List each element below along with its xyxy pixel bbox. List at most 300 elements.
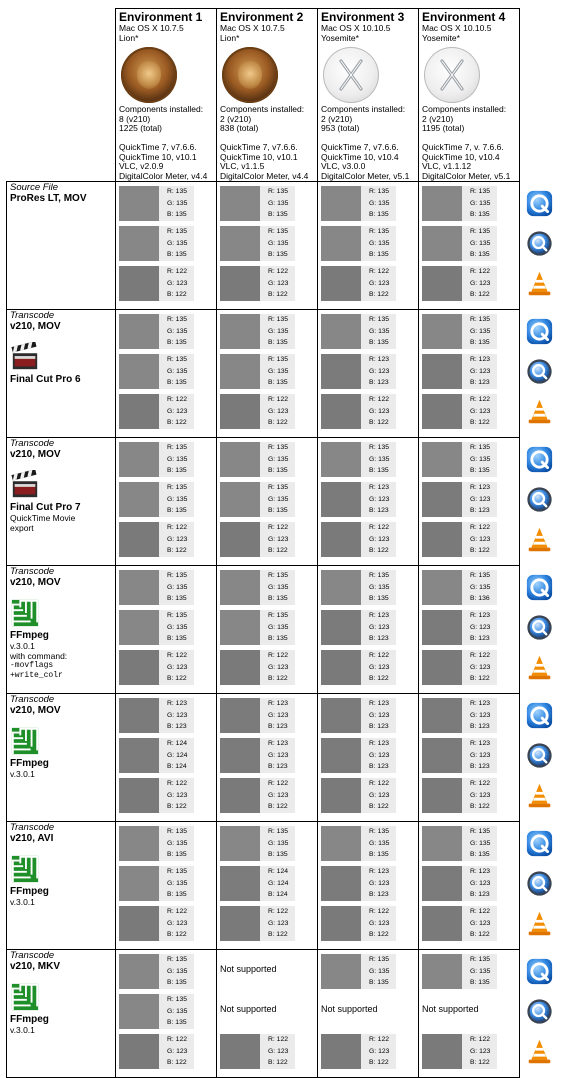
environment-result-cell <box>116 566 217 694</box>
software-quicktime10: QuickTime 10, v10.1 <box>119 151 197 162</box>
swatch-group <box>419 438 519 559</box>
color-sample <box>220 482 317 519</box>
rgb-value: G: 135 <box>369 583 390 591</box>
quicktime10-icon <box>526 998 553 1025</box>
rgb-readout <box>159 698 194 733</box>
rgb-value: G: 123 <box>470 279 491 287</box>
rgb-value: G: 135 <box>268 367 289 375</box>
rgb-value: R: 135 <box>167 188 188 196</box>
rgb-value: R: 135 <box>268 316 289 324</box>
rgb-value: R: 135 <box>268 356 289 364</box>
row-app: FFmpeg <box>10 630 49 642</box>
rgb-value: B: 135 <box>268 467 288 475</box>
color-swatch <box>321 650 361 685</box>
row-kind: Transcode <box>10 438 55 450</box>
rgb-readout <box>361 778 396 813</box>
color-sample <box>119 866 216 903</box>
player-icons-cell <box>520 438 566 566</box>
color-swatch <box>422 906 462 941</box>
environment-result-cell <box>318 438 419 566</box>
player-icons <box>520 822 565 937</box>
color-swatch <box>321 954 361 989</box>
not-supported-label: Not supported <box>422 1004 479 1015</box>
rgb-readout <box>260 226 295 261</box>
rgb-value: G: 123 <box>268 663 289 671</box>
not-supported-label: Not supported <box>220 1004 277 1015</box>
software-vlc: VLC, v1.1.5 <box>220 161 265 172</box>
quicktime10-icon <box>526 486 553 513</box>
color-sample <box>422 650 519 687</box>
lion-logo-icon <box>121 47 177 103</box>
swatch-group <box>217 566 317 687</box>
rgb-value: G: 123 <box>369 495 390 503</box>
gap <box>10 716 112 724</box>
color-swatch <box>321 226 361 261</box>
rgb-readout <box>159 522 194 557</box>
rgb-value: R: 122 <box>369 1036 390 1044</box>
rgb-readout <box>159 482 194 517</box>
rgb-value: G: 135 <box>369 455 390 463</box>
rgb-value: B: 122 <box>167 291 187 299</box>
rgb-readout <box>361 266 396 301</box>
environment-result-cell <box>116 310 217 438</box>
player-icons <box>520 566 565 681</box>
rgb-value: B: 122 <box>369 547 389 555</box>
color-swatch <box>119 610 159 645</box>
color-sample <box>321 650 418 687</box>
rgb-value: B: 122 <box>470 419 490 427</box>
row-format: v210, MOV <box>10 705 61 717</box>
rgb-value: G: 135 <box>470 967 491 975</box>
player-icons-cell <box>520 566 566 694</box>
rgb-readout <box>260 482 295 517</box>
environment-result-cell <box>116 950 217 1078</box>
rgb-value: R: 123 <box>470 612 491 620</box>
rgb-value: G: 135 <box>268 327 289 335</box>
rgb-readout <box>260 442 295 477</box>
color-swatch <box>321 866 361 901</box>
components-v210: 2 (v210) <box>422 113 454 124</box>
rgb-value: R: 122 <box>369 524 390 532</box>
environment-info <box>116 9 216 181</box>
vlc-icon <box>526 654 553 681</box>
rgb-value: G: 135 <box>369 839 390 847</box>
rgb-value: R: 122 <box>167 652 188 660</box>
swatch-group <box>217 182 317 303</box>
components-total: 838 (total) <box>220 123 259 134</box>
rgb-readout <box>462 906 497 941</box>
swatch-group <box>419 182 519 303</box>
swatch-group <box>318 182 418 303</box>
rgb-value: B: 122 <box>268 547 288 555</box>
rgb-readout <box>159 1034 194 1069</box>
color-sample <box>422 778 519 815</box>
row-header-info <box>7 182 115 205</box>
color-swatch <box>422 226 462 261</box>
environment-title: Environment 3 <box>321 10 405 24</box>
color-sample <box>422 442 519 479</box>
rgb-value: B: 122 <box>167 419 187 427</box>
software-quicktime10: QuickTime 10, v10.4 <box>321 151 399 162</box>
row-header-info <box>7 310 115 386</box>
quicktime10-icon <box>526 614 553 641</box>
rgb-value: R: 135 <box>268 612 289 620</box>
rgb-value: R: 123 <box>470 700 491 708</box>
rgb-readout <box>260 522 295 557</box>
rgb-value: B: 123 <box>470 891 490 899</box>
result-row <box>7 182 566 310</box>
not-supported-label: Not supported <box>321 1004 378 1015</box>
color-swatch <box>321 738 361 773</box>
rgb-value: G: 124 <box>268 879 289 887</box>
rgb-readout <box>260 610 295 645</box>
row-format: v210, MKV <box>10 961 61 973</box>
row-header <box>7 950 116 1078</box>
environment-result-cell <box>217 182 318 310</box>
rgb-value: R: 124 <box>167 740 188 748</box>
rgb-value: G: 135 <box>167 327 188 335</box>
environment-header-1 <box>116 9 217 182</box>
color-sample <box>220 522 317 559</box>
rgb-value: G: 123 <box>268 1047 289 1055</box>
color-swatch <box>119 698 159 733</box>
color-swatch <box>220 314 260 349</box>
vlc-icon <box>526 782 553 809</box>
rgb-readout <box>361 354 396 389</box>
rgb-value: R: 135 <box>167 572 188 580</box>
color-sample <box>321 954 418 991</box>
environment-result-cell <box>318 310 419 438</box>
quicktime7-icon <box>526 318 553 345</box>
environment-info <box>318 9 418 181</box>
rgb-value: R: 123 <box>369 484 390 492</box>
rgb-value: B: 135 <box>268 635 288 643</box>
rgb-readout <box>260 738 295 773</box>
environment-result-cell <box>419 182 520 310</box>
rgb-value: B: 122 <box>268 803 288 811</box>
rgb-value: R: 123 <box>268 740 289 748</box>
rgb-value: R: 122 <box>268 780 289 788</box>
rgb-value: G: 123 <box>369 879 390 887</box>
rgb-value: R: 135 <box>167 828 188 836</box>
row-header-info <box>7 950 115 1036</box>
rgb-value: G: 123 <box>369 663 390 671</box>
color-sample <box>321 826 418 863</box>
rgb-value: G: 135 <box>470 583 491 591</box>
color-sample <box>119 698 216 735</box>
color-sample <box>321 186 418 223</box>
rgb-value: B: 122 <box>470 675 490 683</box>
vlc-icon <box>526 910 553 937</box>
rgb-value: B: 123 <box>369 723 389 731</box>
rgb-value: G: 123 <box>369 1047 390 1055</box>
components-label: Components installed: <box>422 104 507 115</box>
row-format: v210, MOV <box>10 449 61 461</box>
rgb-value: G: 135 <box>167 1007 188 1015</box>
color-swatch <box>119 954 159 989</box>
player-icons-cell <box>520 182 566 310</box>
components-label: Components installed: <box>321 104 406 115</box>
rgb-value: G: 135 <box>470 455 491 463</box>
rgb-value: G: 123 <box>268 535 289 543</box>
swatch-group <box>318 566 418 687</box>
color-swatch <box>119 826 159 861</box>
row-app: FFmpeg <box>10 886 49 898</box>
rgb-readout <box>361 1034 396 1069</box>
rgb-value: G: 135 <box>167 879 188 887</box>
rgb-value: B: 122 <box>167 1059 187 1067</box>
components-label: Components installed: <box>119 104 204 115</box>
rgb-readout <box>361 442 396 477</box>
rgb-readout <box>462 266 497 301</box>
components-v210: 2 (v210) <box>220 113 252 124</box>
rgb-readout <box>462 610 497 645</box>
corner-cell <box>7 9 116 182</box>
row-header <box>7 694 116 822</box>
environment-result-cell <box>318 182 419 310</box>
rgb-value: R: 135 <box>167 996 188 1004</box>
ffmpeg-icon <box>10 726 40 756</box>
software-quicktime7: QuickTime 7, v7.6.6. <box>119 141 197 152</box>
rgb-value: G: 123 <box>470 791 491 799</box>
row-app: Final Cut Pro 7 <box>10 502 81 514</box>
rgb-value: R: 122 <box>369 652 390 660</box>
rgb-readout <box>361 226 396 261</box>
color-swatch <box>119 186 159 221</box>
player-icons <box>520 694 565 809</box>
rgb-readout <box>159 906 194 941</box>
color-sample <box>321 738 418 775</box>
rgb-value: G: 123 <box>167 279 188 287</box>
rgb-readout <box>260 906 295 941</box>
software-meter: DigitalColor Meter, v4.4 <box>220 170 309 181</box>
software-vlc: VLC, v2.0.9 <box>119 161 164 172</box>
row-kind: Transcode <box>10 822 55 834</box>
rgb-value: B: 135 <box>167 339 187 347</box>
row-header <box>7 822 116 950</box>
rgb-value: B: 123 <box>268 723 288 731</box>
rgb-value: G: 135 <box>167 239 188 247</box>
rgb-value: G: 123 <box>167 791 188 799</box>
rgb-value: R: 123 <box>268 700 289 708</box>
swatch-group <box>318 694 418 815</box>
vlc-icon <box>526 526 553 553</box>
os-version: Mac OS X 10.7.5 <box>119 23 184 33</box>
row-format: ProRes LT, MOV <box>10 193 87 205</box>
rgb-readout <box>260 866 295 901</box>
color-swatch <box>321 482 361 517</box>
environment-header-3 <box>318 9 419 182</box>
color-sample <box>119 778 216 815</box>
rgb-value: B: 135 <box>470 467 490 475</box>
color-swatch <box>220 394 260 429</box>
color-swatch <box>119 866 159 901</box>
rgb-value: R: 135 <box>167 484 188 492</box>
rgb-value: B: 135 <box>268 379 288 387</box>
color-sample <box>422 866 519 903</box>
color-sample <box>220 266 317 303</box>
color-swatch <box>422 314 462 349</box>
rgb-value: B: 135 <box>268 595 288 603</box>
color-swatch <box>220 698 260 733</box>
color-swatch <box>321 610 361 645</box>
rgb-value: G: 123 <box>268 751 289 759</box>
color-sample <box>220 866 317 903</box>
rgb-readout <box>462 1034 497 1069</box>
row-kind: Transcode <box>10 694 55 706</box>
color-swatch <box>220 570 260 605</box>
empty-header <box>520 9 566 182</box>
rgb-value: R: 122 <box>369 268 390 276</box>
color-swatch <box>220 1034 260 1069</box>
rgb-value: B: 124 <box>268 891 288 899</box>
rgb-readout <box>462 866 497 901</box>
rgb-readout <box>159 738 194 773</box>
color-sample <box>422 186 519 223</box>
swatch-group <box>419 822 519 943</box>
rgb-value: B: 123 <box>470 635 490 643</box>
rgb-value: R: 135 <box>268 828 289 836</box>
row-kind: Transcode <box>10 310 55 322</box>
color-swatch <box>321 778 361 813</box>
rgb-value: B: 123 <box>369 763 389 771</box>
rgb-readout <box>462 522 497 557</box>
color-swatch <box>119 354 159 389</box>
rgb-readout <box>159 314 194 349</box>
rgb-value: B: 122 <box>470 1059 490 1067</box>
rgb-readout <box>159 186 194 221</box>
rgb-value: R: 135 <box>470 572 491 580</box>
rgb-value: G: 135 <box>369 327 390 335</box>
color-sample <box>119 354 216 391</box>
color-sample <box>119 826 216 863</box>
row-header-info <box>7 822 115 908</box>
software-vlc: VLC, v1.1.12 <box>422 161 472 172</box>
rgb-value: R: 135 <box>470 316 491 324</box>
rgb-readout <box>159 610 194 645</box>
color-swatch <box>119 778 159 813</box>
row-header <box>7 566 116 694</box>
rgb-readout <box>159 226 194 261</box>
result-row <box>7 566 566 694</box>
color-swatch <box>220 442 260 477</box>
rgb-value: R: 123 <box>369 700 390 708</box>
swatch-group <box>318 310 418 431</box>
color-swatch <box>119 266 159 301</box>
rgb-readout <box>260 266 295 301</box>
swatch-group <box>419 694 519 815</box>
rgb-value: R: 135 <box>369 188 390 196</box>
rgb-value: G: 124 <box>167 751 188 759</box>
player-icons <box>520 310 565 425</box>
environment-result-cell <box>217 566 318 694</box>
swatch-group <box>217 310 317 431</box>
row-header-info <box>7 694 115 780</box>
row-version: v.3.0.1 <box>10 769 35 780</box>
rgb-value: B: 122 <box>369 803 389 811</box>
row-header <box>7 310 116 438</box>
rgb-readout <box>462 826 497 861</box>
color-swatch <box>119 1034 159 1069</box>
result-row <box>7 438 566 566</box>
player-icons-cell <box>520 950 566 1078</box>
rgb-value: G: 135 <box>268 199 289 207</box>
rgb-value: R: 122 <box>268 1036 289 1044</box>
rgb-value: B: 123 <box>470 723 490 731</box>
color-swatch <box>220 650 260 685</box>
os-version: Mac OS X 10.10.5 <box>321 23 391 33</box>
color-sample <box>422 226 519 263</box>
color-sample <box>220 394 317 431</box>
rgb-value: G: 123 <box>369 407 390 415</box>
color-sample <box>422 570 519 607</box>
rgb-value: B: 123 <box>369 379 389 387</box>
rgb-value: B: 135 <box>369 851 389 859</box>
rgb-value: B: 135 <box>167 851 187 859</box>
rgb-value: B: 135 <box>167 467 187 475</box>
color-swatch <box>422 826 462 861</box>
color-swatch <box>422 354 462 389</box>
row-header-info <box>7 438 115 534</box>
color-swatch <box>220 266 260 301</box>
color-swatch <box>321 522 361 557</box>
color-sample <box>220 698 317 735</box>
rgb-value: R: 135 <box>268 572 289 580</box>
rgb-readout <box>361 522 396 557</box>
rgb-value: B: 135 <box>470 251 490 259</box>
player-icons-cell <box>520 310 566 438</box>
rgb-value: B: 136 <box>470 595 490 603</box>
rgb-value: R: 135 <box>369 228 390 236</box>
row-app: FFmpeg <box>10 1014 49 1026</box>
color-sample <box>119 570 216 607</box>
color-sample <box>321 1034 418 1071</box>
swatch-group <box>116 822 216 943</box>
rgb-value: G: 135 <box>268 623 289 631</box>
swatch-group <box>217 822 317 943</box>
software-meter: DigitalColor Meter, v5.1 <box>422 170 511 181</box>
rgb-value: R: 135 <box>369 444 390 452</box>
rgb-value: R: 135 <box>470 228 491 236</box>
color-swatch <box>321 1034 361 1069</box>
rgb-value: G: 135 <box>167 839 188 847</box>
color-swatch <box>220 778 260 813</box>
rgb-value: R: 135 <box>268 484 289 492</box>
environment-header-4 <box>419 9 520 182</box>
color-sample <box>422 610 519 647</box>
row-format: v210, MOV <box>10 321 61 333</box>
rgb-value: R: 122 <box>167 780 188 788</box>
row-version: v.3.0.1 <box>10 1025 35 1036</box>
color-sample <box>321 866 418 903</box>
row-note: export <box>10 523 34 534</box>
swatch-group <box>217 694 317 815</box>
environment-result-cell <box>419 566 520 694</box>
color-sample <box>422 522 519 559</box>
color-sample <box>119 314 216 351</box>
lion-logo-icon <box>222 47 278 103</box>
color-sample <box>321 482 418 519</box>
quicktime7-icon <box>526 446 553 473</box>
rgb-value: R: 122 <box>470 780 491 788</box>
ffmpeg-icon <box>10 854 40 884</box>
rgb-value: R: 122 <box>268 652 289 660</box>
swatch-group <box>116 566 216 687</box>
color-swatch <box>321 570 361 605</box>
rgb-value: G: 123 <box>369 711 390 719</box>
color-swatch <box>422 442 462 477</box>
rgb-value: R: 122 <box>369 908 390 916</box>
